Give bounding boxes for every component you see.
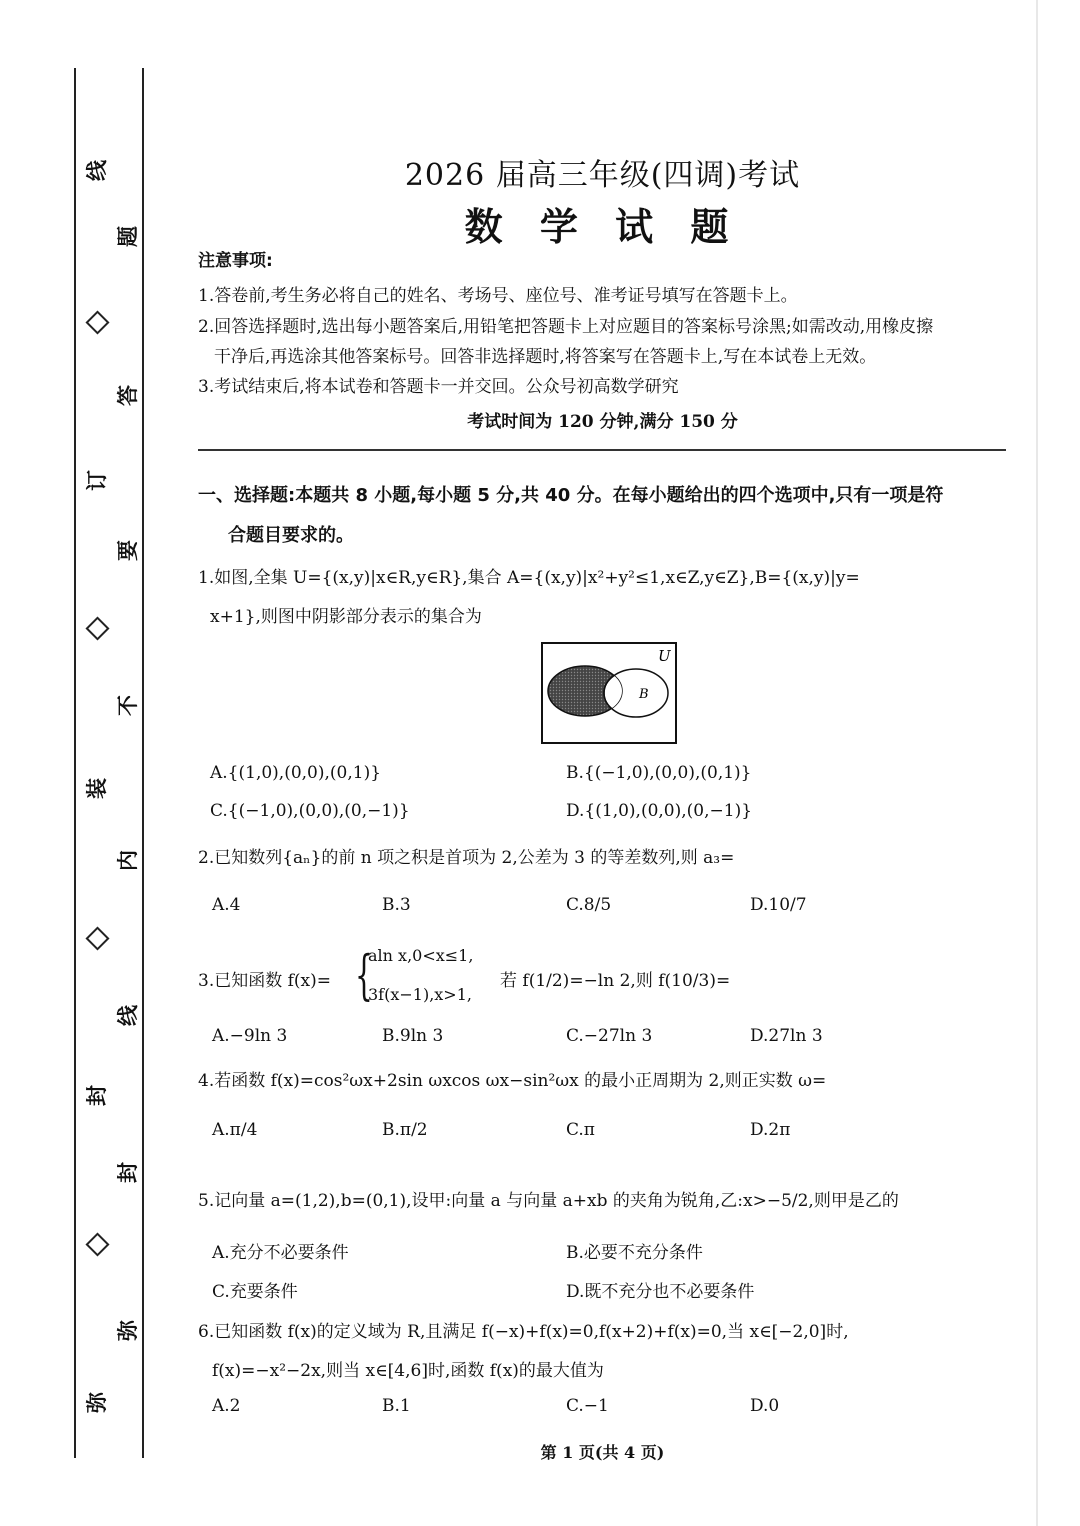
exam-title: 2026 届高三年级(四调)考试 bbox=[404, 158, 801, 193]
question-1-stem-cont: x+1},则图中阴影部分表示的集合为 bbox=[210, 607, 482, 627]
q6-option-c: C.−1 bbox=[566, 1396, 609, 1416]
notice-heading: 注意事项: bbox=[198, 251, 273, 271]
section-heading-cont: 合题目要求的。 bbox=[228, 525, 354, 546]
brace-icon: { bbox=[355, 944, 373, 1007]
q2-option-c: C.8/5 bbox=[566, 895, 612, 915]
q3-case-2: 3f(x−1),x>1, bbox=[368, 985, 472, 1004]
diamond-icon bbox=[85, 616, 109, 640]
q3-option-d: D.27ln 3 bbox=[750, 1026, 823, 1046]
margin-char: 题 bbox=[115, 226, 140, 247]
q5-option-c: C.充要条件 bbox=[212, 1282, 298, 1302]
margin-char: 订 bbox=[84, 470, 109, 491]
exam-time: 考试时间为 120 分钟,满分 150 分 bbox=[467, 412, 738, 432]
page-footer: 第 1 页(共 4 页) bbox=[540, 1443, 665, 1462]
question-6-stem-cont: f(x)=−x²−2x,则当 x∈[4,6]时,函数 f(x)的最大值为 bbox=[212, 1361, 604, 1381]
q5-option-d: D.既不充分也不必要条件 bbox=[566, 1282, 755, 1302]
notice-item-text: 3.考试结束后,将本试卷和答题卡一并交回。 bbox=[198, 377, 526, 397]
margin-char: 不 bbox=[115, 695, 140, 716]
question-2-stem: 2.已知数列{aₙ}的前 n 项之积是首项为 2,公差为 3 的等差数列,则 a₃= bbox=[198, 848, 735, 868]
q4-option-a: A.π/4 bbox=[212, 1120, 258, 1140]
q3-option-b: B.9ln 3 bbox=[382, 1026, 444, 1046]
section-heading: 一、选择题:本题共 8 小题,每小题 5 分,共 40 分。在每小题给出的四个选项中,只有一项是符 bbox=[198, 485, 944, 506]
q1-option-c: C.{(−1,0),(0,0),(0,−1)} bbox=[210, 801, 410, 821]
diamond-icon bbox=[85, 926, 109, 950]
exam-subject: 数 学 试 题 bbox=[464, 205, 741, 249]
venn-label-b: B bbox=[639, 687, 649, 702]
margin-char: 内 bbox=[115, 850, 140, 871]
notice-item: 2.回答选择题时,选出每小题答案后,用铅笔把答题卡上对应题目的答案标号涂黑;如需改动,用橡皮擦 bbox=[198, 317, 934, 337]
q3-case-1: aln x,0<x≤1, bbox=[368, 946, 474, 965]
q2-option-d: D.10/7 bbox=[750, 895, 807, 915]
divider bbox=[198, 449, 1006, 451]
margin-char: 弥 bbox=[115, 1320, 140, 1341]
diamond-icon bbox=[85, 1232, 109, 1256]
watermark-text: 公众号初高数学研究 bbox=[525, 377, 679, 397]
q4-option-b: B.π/2 bbox=[382, 1120, 428, 1140]
question-1-stem: 1.如图,全集 U={(x,y)|x∈R,y∈R},集合 A={(x,y)|x²+y²≤1,x∈Z,y∈Z},B={(x,y)|y= bbox=[198, 568, 860, 588]
margin-char: 封 bbox=[115, 1162, 140, 1183]
q2-option-b: B.3 bbox=[382, 895, 411, 915]
q2-option-a: A.4 bbox=[212, 895, 241, 915]
margin-char: 装 bbox=[84, 778, 109, 799]
q1-option-d: D.{(1,0),(0,0),(0,−1)} bbox=[566, 801, 753, 821]
q6-option-a: A.2 bbox=[212, 1396, 241, 1416]
q3-option-a: A.−9ln 3 bbox=[212, 1026, 288, 1046]
diamond-icon bbox=[85, 310, 109, 334]
question-4-stem: 4.若函数 f(x)=cos²ωx+2sin ωxcos ωx−sin²ωx 的最小正周期为 2,则正实数 ω= bbox=[198, 1071, 827, 1091]
notice-item: 干净后,再选涂其他答案标号。回答非选择题时,将答案写在答题卡上,写在本试卷上无效。 bbox=[214, 347, 877, 367]
venn-label-u: U bbox=[658, 647, 671, 665]
q5-option-b: B.必要不充分条件 bbox=[566, 1243, 703, 1263]
margin-char: 答 bbox=[115, 385, 140, 406]
q5-option-a: A.充分不必要条件 bbox=[212, 1243, 349, 1263]
q1-option-b: B.{(−1,0),(0,0),(0,1)} bbox=[566, 763, 752, 783]
question-3-condition: 若 f(1/2)=−ln 2,则 f(10/3)= bbox=[500, 971, 731, 991]
margin-char: 封 bbox=[84, 1085, 109, 1106]
question-3-stem: 3.已知函数 f(x)= bbox=[198, 971, 332, 991]
notice-item bbox=[198, 372, 679, 397]
q1-option-a: A.{(1,0),(0,0),(0,1)} bbox=[210, 763, 382, 783]
q4-option-c: C.π bbox=[566, 1120, 595, 1140]
q3-option-c: C.−27ln 3 bbox=[566, 1026, 653, 1046]
venn-diagram bbox=[540, 641, 678, 745]
margin-char: 弥 bbox=[84, 1392, 109, 1413]
question-5-stem: 5.记向量 a=(1,2),b=(0,1),设甲:向量 a 与向量 a+xb 的夹角为锐角,乙:x>−5/2,则甲是乙的 bbox=[198, 1191, 899, 1211]
margin-char: 要 bbox=[115, 540, 140, 561]
margin-char: 线 bbox=[115, 1005, 140, 1026]
margin-line-inner bbox=[142, 68, 144, 1458]
q6-option-d: D.0 bbox=[750, 1396, 780, 1416]
margin-line-outer bbox=[74, 68, 76, 1458]
q6-option-b: B.1 bbox=[382, 1396, 411, 1416]
question-6-stem: 6.已知函数 f(x)的定义域为 R,且满足 f(−x)+f(x)=0,f(x+2)+f(x)=0,当 x∈[−2,0]时, bbox=[198, 1322, 849, 1342]
q4-option-d: D.2π bbox=[750, 1120, 791, 1140]
margin-char: 线 bbox=[84, 160, 109, 181]
notice-item: 1.答卷前,考生务必将自己的姓名、考场号、座位号、准考证号填写在答题卡上。 bbox=[198, 286, 798, 306]
scan-edge bbox=[1036, 0, 1038, 1526]
